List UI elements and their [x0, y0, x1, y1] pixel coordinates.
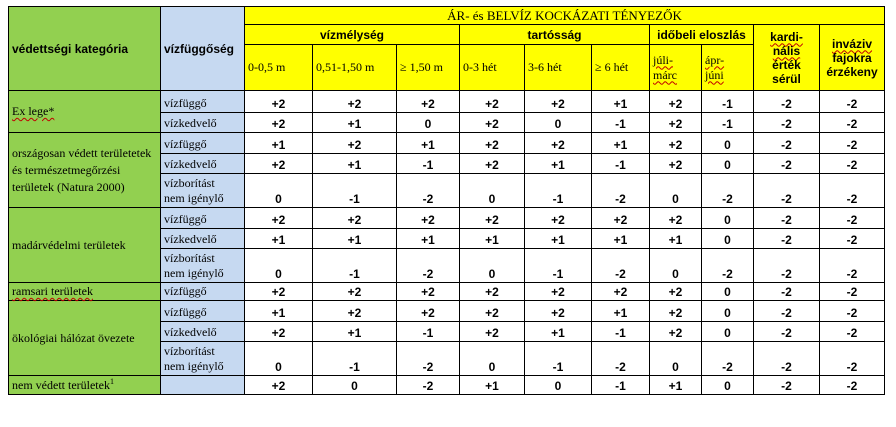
dependency-cell: vízfüggő [161, 91, 245, 113]
value-cell: -2 [397, 342, 460, 376]
header-period-2 [702, 45, 754, 91]
category-not-protected [9, 376, 161, 395]
value-cell: 0 [525, 113, 592, 133]
value-cell: +1 [592, 301, 650, 322]
value-cell: +2 [592, 208, 650, 229]
value-cell: 0 [702, 283, 754, 301]
value-cell: +1 [313, 322, 397, 342]
value-cell: +1 [245, 229, 313, 249]
dependency-line-1: vízborítást [164, 344, 215, 358]
value-cell: 0 [650, 342, 702, 376]
dependency-cell: vízkedvelő [161, 322, 245, 342]
value-cell: -1 [592, 376, 650, 395]
value-cell: -2 [820, 208, 885, 229]
value-cell: -2 [820, 249, 885, 283]
value-cell: -1 [313, 174, 397, 208]
value-cell: +2 [525, 91, 592, 113]
value-cell: -1 [592, 154, 650, 174]
value-cell: -2 [754, 376, 820, 395]
value-cell: +2 [397, 91, 460, 113]
value-cell: -2 [754, 113, 820, 133]
value-cell: +2 [397, 301, 460, 322]
dependency-cell: vízfüggő [161, 301, 245, 322]
header-water-dependency: vízfüggőség [161, 7, 245, 91]
value-cell: +2 [460, 283, 525, 301]
value-cell: +1 [313, 229, 397, 249]
value-cell: -2 [592, 342, 650, 376]
value-cell: -2 [820, 283, 885, 301]
value-cell: +2 [245, 208, 313, 229]
dependency-cell [161, 376, 245, 395]
dependency-cell: vízkedvelő [161, 113, 245, 133]
value-cell: +2 [313, 301, 397, 322]
header-duration-1: 0-3 hét [460, 45, 525, 91]
dependency-cell: vízfüggő [161, 283, 245, 301]
value-cell: +2 [245, 376, 313, 395]
value-cell: -1 [702, 91, 754, 113]
dependency-cell: vízkedvelő [161, 154, 245, 174]
dependency-cell: vízfüggő [161, 208, 245, 229]
header-group-timing: időbeli eloszlás [650, 25, 754, 45]
value-cell: +2 [245, 322, 313, 342]
value-cell: +1 [460, 376, 525, 395]
value-cell: 0 [702, 133, 754, 154]
value-cell: -2 [820, 113, 885, 133]
dependency-line-2: nem igénylő [164, 359, 224, 373]
value-cell: 0 [650, 249, 702, 283]
value-cell: 0 [460, 249, 525, 283]
header-protection-category: védettségi kategória [9, 7, 161, 91]
value-cell: +2 [245, 113, 313, 133]
value-cell: -2 [754, 133, 820, 154]
value-cell: 0 [245, 342, 313, 376]
value-cell: -2 [702, 342, 754, 376]
value-cell: +2 [650, 322, 702, 342]
risk-factor-table [8, 6, 885, 395]
dependency-cell [161, 249, 245, 283]
value-cell: +2 [525, 133, 592, 154]
value-cell: +2 [245, 154, 313, 174]
value-cell: 0 [702, 301, 754, 322]
value-cell: +2 [460, 154, 525, 174]
value-cell: -2 [592, 174, 650, 208]
period-1-line-2: márc [653, 67, 677, 82]
category-label: nem védett területek [12, 378, 110, 392]
value-cell: +2 [650, 133, 702, 154]
value-cell: 0 [702, 229, 754, 249]
dependency-line-1: vízborítást [164, 176, 215, 190]
value-cell: 0 [650, 174, 702, 208]
invasive-line-2: fajokra [832, 50, 872, 65]
value-cell: +2 [650, 113, 702, 133]
dependency-cell: vízkedvelő [161, 229, 245, 249]
value-cell: -1 [313, 249, 397, 283]
value-cell: +2 [592, 283, 650, 301]
value-cell: -2 [592, 249, 650, 283]
value-cell: 0 [702, 376, 754, 395]
value-cell: -2 [702, 174, 754, 208]
value-cell: +1 [460, 229, 525, 249]
value-cell: +1 [245, 301, 313, 322]
risk-table-container [8, 6, 885, 395]
value-cell: +1 [397, 133, 460, 154]
table-row [9, 208, 885, 229]
value-cell: -2 [754, 322, 820, 342]
header-invasive-sensitive [820, 25, 885, 91]
cardinal-line-3: érték [772, 57, 801, 72]
value-cell: +1 [592, 91, 650, 113]
cardinal-line-4: sérül [772, 71, 801, 86]
value-cell: -1 [702, 113, 754, 133]
value-cell: 0 [397, 113, 460, 133]
value-cell: +2 [650, 91, 702, 113]
value-cell: -2 [820, 342, 885, 376]
table-row [9, 91, 885, 113]
dependency-line-2: nem igénylő [164, 191, 224, 205]
value-cell: +1 [525, 229, 592, 249]
value-cell: +2 [397, 208, 460, 229]
value-cell: +2 [650, 301, 702, 322]
category-ramsar [9, 283, 161, 301]
header-duration-2: 3-6 hét [525, 45, 592, 91]
value-cell: +2 [650, 283, 702, 301]
header-group-duration: tartósság [460, 25, 650, 45]
invasive-line-1: inváziv [831, 36, 873, 51]
value-cell: -2 [820, 174, 885, 208]
value-cell: +1 [592, 133, 650, 154]
value-cell: -2 [754, 301, 820, 322]
value-cell: -2 [754, 174, 820, 208]
value-cell: -2 [754, 342, 820, 376]
value-cell: -2 [820, 91, 885, 113]
value-cell: -1 [592, 322, 650, 342]
value-cell: -2 [397, 376, 460, 395]
value-cell: -1 [313, 342, 397, 376]
category-label: Ex lege* [12, 104, 55, 118]
period-1-line-1: júli- [653, 52, 673, 67]
header-depth-2: 0,51-1,50 m [313, 45, 397, 91]
cardinal-line-2: nális [772, 43, 801, 58]
invasive-line-3: érzékeny [826, 64, 878, 79]
dependency-cell [161, 342, 245, 376]
value-cell: -1 [397, 322, 460, 342]
header-row-title [9, 7, 885, 25]
value-cell: +1 [650, 229, 702, 249]
header-depth-1: 0-0,5 m [245, 45, 313, 91]
value-cell: 0 [460, 342, 525, 376]
value-cell: +2 [245, 283, 313, 301]
value-cell: +1 [592, 229, 650, 249]
value-cell: 0 [525, 376, 592, 395]
header-depth-3: ≥ 1,50 m [397, 45, 460, 91]
value-cell: +2 [525, 283, 592, 301]
value-cell: -2 [754, 249, 820, 283]
value-cell: -1 [397, 154, 460, 174]
value-cell: +2 [460, 133, 525, 154]
value-cell: -1 [525, 249, 592, 283]
header-cardinal-value [754, 25, 820, 91]
value-cell: +2 [397, 283, 460, 301]
value-cell: -1 [592, 113, 650, 133]
value-cell: +2 [313, 91, 397, 113]
value-cell: +2 [313, 133, 397, 154]
value-cell: -2 [754, 283, 820, 301]
value-cell: +2 [650, 208, 702, 229]
category-ex-lege [9, 91, 161, 133]
category-bird-protection: madárvédelmi területek [9, 208, 161, 283]
table-row [9, 301, 885, 322]
table-row [9, 283, 885, 301]
value-cell: 0 [313, 376, 397, 395]
value-cell: -2 [820, 154, 885, 174]
value-cell: +1 [313, 154, 397, 174]
value-cell: -2 [702, 249, 754, 283]
value-cell: +1 [245, 133, 313, 154]
value-cell: -2 [820, 322, 885, 342]
value-cell: -2 [820, 133, 885, 154]
header-group-depth: vízmélység [245, 25, 460, 45]
value-cell: -1 [525, 342, 592, 376]
table-row [9, 133, 885, 154]
dependency-line-2: nem igénylő [164, 266, 224, 280]
value-cell: +1 [525, 154, 592, 174]
value-cell: -1 [525, 174, 592, 208]
value-cell: -2 [820, 229, 885, 249]
value-cell: +2 [525, 301, 592, 322]
value-cell: +2 [460, 322, 525, 342]
value-cell: -2 [820, 301, 885, 322]
category-ecological-network: ökológiai hálózat övezete [9, 301, 161, 376]
cardinal-line-1: kardi- [770, 29, 803, 44]
period-2-line-2: júni [705, 67, 724, 82]
value-cell: 0 [245, 249, 313, 283]
header-risk-factors-title: ÁR- és BELVÍZ KOCKÁZATI TÉNYEZŐK [245, 7, 885, 25]
category-national-protected: országosan védett területetek és természetmegőrzési területek (Natura 2000) [9, 133, 161, 208]
value-cell: +2 [245, 91, 313, 113]
value-cell: +1 [650, 376, 702, 395]
value-cell: +2 [460, 113, 525, 133]
value-cell: +1 [397, 229, 460, 249]
table-row [9, 376, 885, 395]
value-cell: +1 [525, 322, 592, 342]
value-cell: 0 [702, 154, 754, 174]
value-cell: +2 [460, 91, 525, 113]
value-cell: -2 [754, 91, 820, 113]
value-cell: -2 [754, 154, 820, 174]
value-cell: +2 [313, 283, 397, 301]
value-cell: +2 [460, 208, 525, 229]
value-cell: +1 [313, 113, 397, 133]
dependency-cell [161, 174, 245, 208]
value-cell: 0 [702, 208, 754, 229]
dependency-line-1: vízborítást [164, 251, 215, 265]
category-label: ramsari területek [12, 284, 93, 298]
value-cell: +2 [650, 154, 702, 174]
value-cell: 0 [460, 174, 525, 208]
value-cell: -2 [397, 249, 460, 283]
value-cell: +2 [525, 208, 592, 229]
value-cell: +2 [460, 301, 525, 322]
value-cell: 0 [702, 322, 754, 342]
period-2-line-1: ápr- [705, 52, 725, 67]
footnote-marker: 1 [109, 377, 114, 386]
value-cell: +2 [313, 208, 397, 229]
dependency-cell: vízfüggő [161, 133, 245, 154]
value-cell: -2 [397, 174, 460, 208]
header-duration-3: ≥ 6 hét [592, 45, 650, 91]
value-cell: 0 [245, 174, 313, 208]
value-cell: -2 [754, 208, 820, 229]
header-period-1 [650, 45, 702, 91]
value-cell: -2 [820, 376, 885, 395]
value-cell: -2 [754, 229, 820, 249]
